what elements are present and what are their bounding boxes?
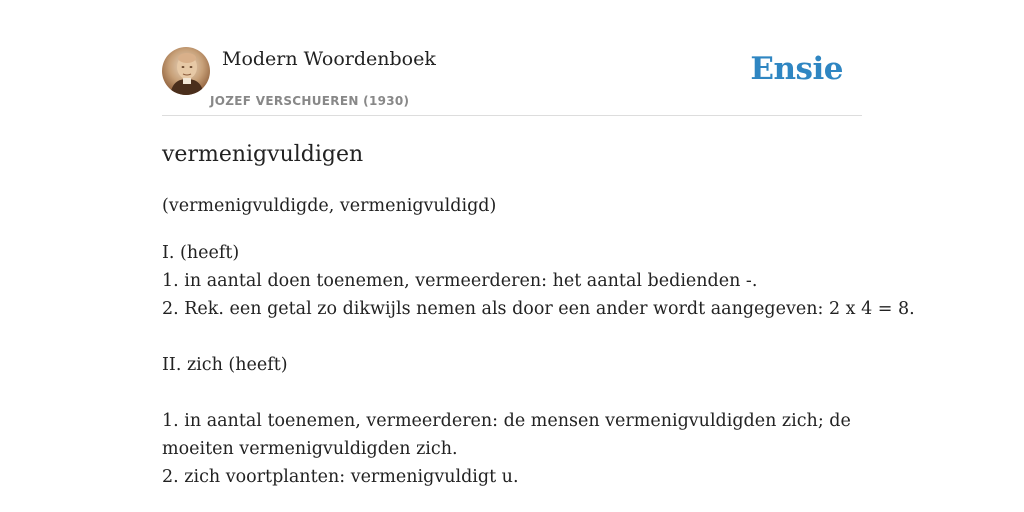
author-avatar[interactable] xyxy=(162,47,210,95)
headword: vermenigvuldigen xyxy=(162,142,364,167)
spacer xyxy=(162,323,862,351)
ensie-logo[interactable]: Ensie xyxy=(750,51,843,87)
header xyxy=(162,0,862,116)
inflected-forms: (vermenigvuldigde, vermenigvuldigd) xyxy=(162,196,497,216)
book-title[interactable]: Modern Woordenboek xyxy=(222,48,436,70)
author-portrait-icon xyxy=(162,47,210,95)
definition-line: moeiten vermenigvuldigden zich. xyxy=(162,439,458,459)
definition-line: 2. Rek. een getal zo dikwijls nemen als door een ander wordt aangegeven: 2 x 4 = 8. xyxy=(162,299,915,319)
definition-line: 1. in aantal toenemen, vermeerderen: de mensen vermenigvuldigden zich; de xyxy=(162,411,851,431)
entry-card xyxy=(162,0,915,487)
definition-body xyxy=(162,239,915,491)
definition-line: 1. in aantal doen toenemen, vermeerderen: het aantal bedienden -. xyxy=(162,271,758,291)
spacer xyxy=(162,379,862,407)
definition-line: 2. zich voortplanten: vermenigvuldigt u. xyxy=(162,467,519,487)
definition-line: I. (heeft) xyxy=(162,243,240,263)
definition-line: II. zich (heeft) xyxy=(162,355,288,375)
author-name[interactable]: JOZEF VERSCHUEREN (1930) xyxy=(210,94,410,108)
